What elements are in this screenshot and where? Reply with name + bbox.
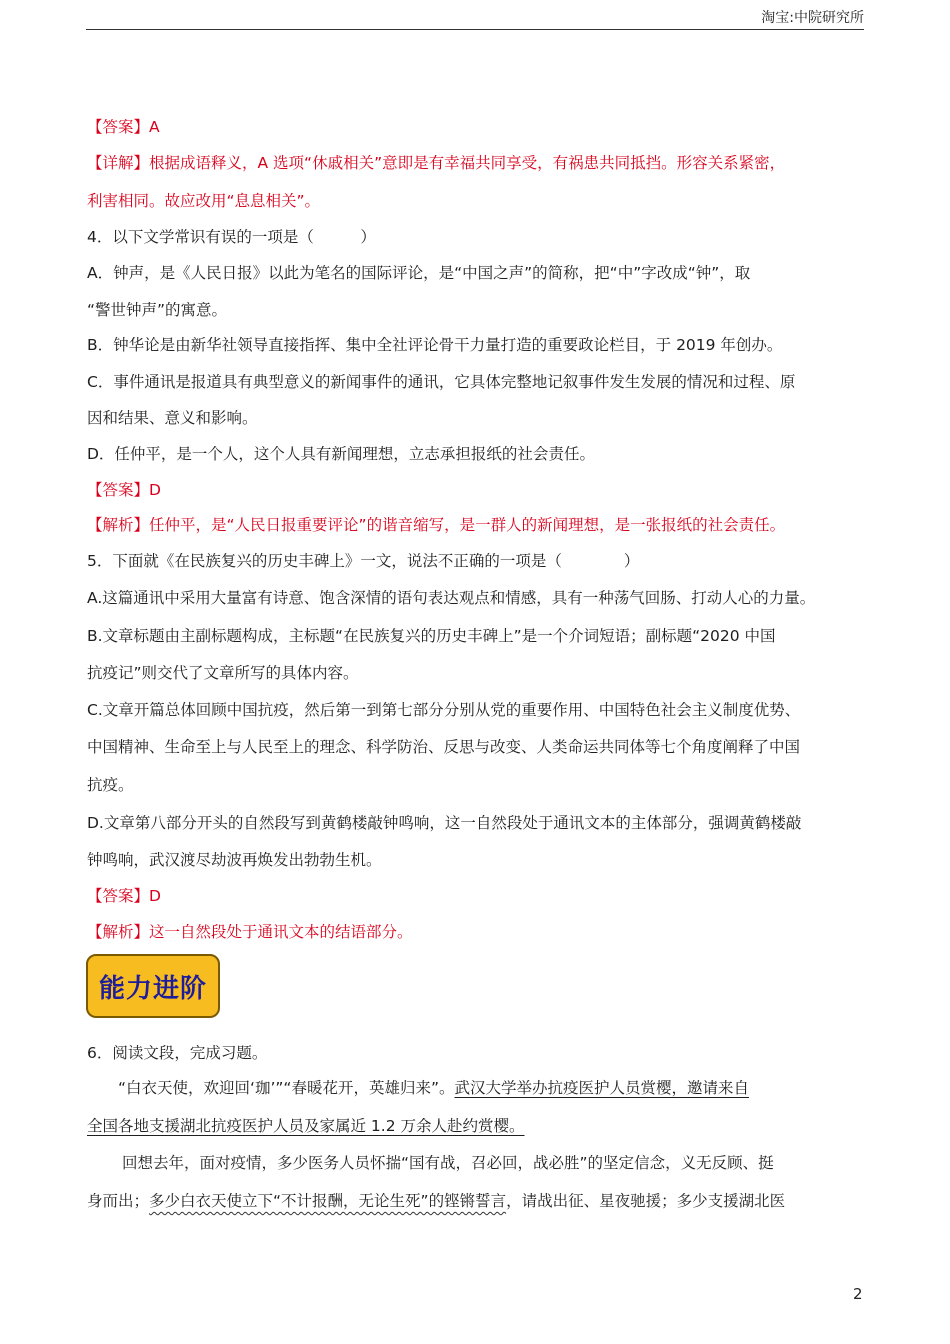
q6-para1-line2: 全国各地支援湖北抗疫医护人员及家属近 1.2 万余人赴约赏樱。 (87, 1117, 525, 1135)
q5-option-c-line2: 中国精神、生命至上与人民至上的理念、科学防治、反思与改变、人类命运共同体等七个角度阐释了中国 (87, 738, 801, 756)
q3-detail-line2: 利害相同。故应改用“息息相关”。 (87, 192, 321, 210)
para1-underlined-text: 武汉大学举办抗疫医护人员赏樱，邀请来自 (454, 1079, 749, 1097)
q5-option-c-line3: 抗疫。 (87, 776, 134, 794)
analysis-text: 这一自然段处于通讯文本的结语部分。 (149, 923, 413, 941)
answer-value: D (149, 887, 161, 905)
q6-para1-line1 (118, 1078, 749, 1098)
q4-option-a-line1: A．钟声，是《人民日报》以此为笔名的国际评论，是“中国之声”的简称，把“中”字改成“钟”，取 (87, 264, 751, 282)
q5-option-d-line1: D.文章第八部分开头的自然段写到黄鹤楼敲钟鸣响，这一自然段处于通讯文本的主体部分，强调黄鹤楼敲 (87, 814, 802, 832)
q4-option-a-line2: “警世钟声”的寓意。 (87, 301, 228, 319)
q4-option-c-line1: C．事件通讯是报道具有典型意义的新闻事件的通讯，它具体完整地记叙事件发生发展的情况和过程、原 (87, 373, 796, 391)
q4-stem: 4．以下文学常识有误的一项是（ ） (87, 228, 376, 246)
q5-analysis-line (87, 922, 413, 942)
q5-option-c-line1: C.文章开篇总体回顾中国抗疫，然后第一到第七部分分别从党的重要作用、中国特色社会主义制度优势、 (87, 701, 801, 719)
q6-para2-line2 (87, 1191, 785, 1211)
section-title: 能力进阶 (98, 973, 207, 1004)
answer-value: A (149, 118, 160, 136)
q4-option-b: B．钟华论是由新华社领导直接指挥、集中全社评论骨干力量打造的重要政论栏目，于 2019 年创办。 (87, 336, 783, 354)
q5-option-d-line2: 钟鸣响，武汉渡尽劫波再焕发出勃勃生机。 (87, 851, 382, 869)
answer-tag: 【答案】 (87, 887, 150, 905)
q4-option-c-line2: 因和结果、意义和影响。 (87, 409, 258, 427)
section-badge (86, 954, 220, 1018)
page-number: 2 (853, 1285, 863, 1303)
para2-wavy-text: 多少白衣天使立下“不计报酬，无论生死”的铿锵誓言 (149, 1192, 507, 1210)
q4-answer-line (87, 480, 161, 500)
q5-answer-line (87, 886, 161, 906)
answer-tag: 【答案】 (87, 118, 150, 136)
q5-option-b-line1: B.文章标题由主副标题构成，主标题“在民族复兴的历史丰碑上”是一个介词短语；副标题“2020 中国 (87, 627, 776, 645)
analysis-text: 任仲平，是“人民日报重要评论”的谐音缩写，是一群人的新闻理想，是一张报纸的社会责任。 (149, 516, 786, 534)
para2-text-post: ，请战出征、星夜驰援；多少支援湖北医 (506, 1192, 786, 1210)
detail-text: 根据成语释义，A 选项“休戚相关”意即是有幸福共同享受，有祸患共同抵挡。形容关系紧密， (149, 154, 786, 172)
q6-para2-line1: 回想去年，面对疫情，多少医务人员怀揣“国有战，召必回，战必胜”的坚定信念，义无反顾、挺 (122, 1154, 774, 1172)
q4-analysis-line (87, 515, 785, 535)
q3-answer-line (87, 117, 160, 137)
header-shop-label: 淘宝:中院研究所 (761, 10, 864, 26)
answer-value: D (149, 481, 161, 499)
q5-stem: 5．下面就《在民族复兴的历史丰碑上》一文，说法不正确的一项是（ ） (87, 552, 640, 570)
q5-option-a: A.这篇通讯中采用大量富有诗意、饱含深情的语句表达观点和情感，具有一种荡气回肠、打动人心的力量。 (87, 589, 816, 607)
q3-detail-line1 (87, 153, 785, 173)
q4-option-d: D．任仲平，是一个人，这个人具有新闻理想，立志承担报纸的社会责任。 (87, 445, 595, 463)
para1-text: “白衣天使，欢迎回‘珈’”“春暖花开，英雄归来”。 (118, 1079, 455, 1097)
answer-tag: 【答案】 (87, 481, 150, 499)
q5-option-b-line2: 抗疫记”则交代了文章所写的具体内容。 (87, 664, 359, 682)
analysis-tag: 【解析】 (87, 516, 150, 534)
para2-text-pre: 身而出； (87, 1192, 150, 1210)
analysis-tag: 【解析】 (87, 923, 150, 941)
header-divider (86, 29, 864, 30)
detail-tag: 【详解】 (87, 154, 150, 172)
q6-stem: 6．阅读文段，完成习题。 (87, 1044, 268, 1062)
